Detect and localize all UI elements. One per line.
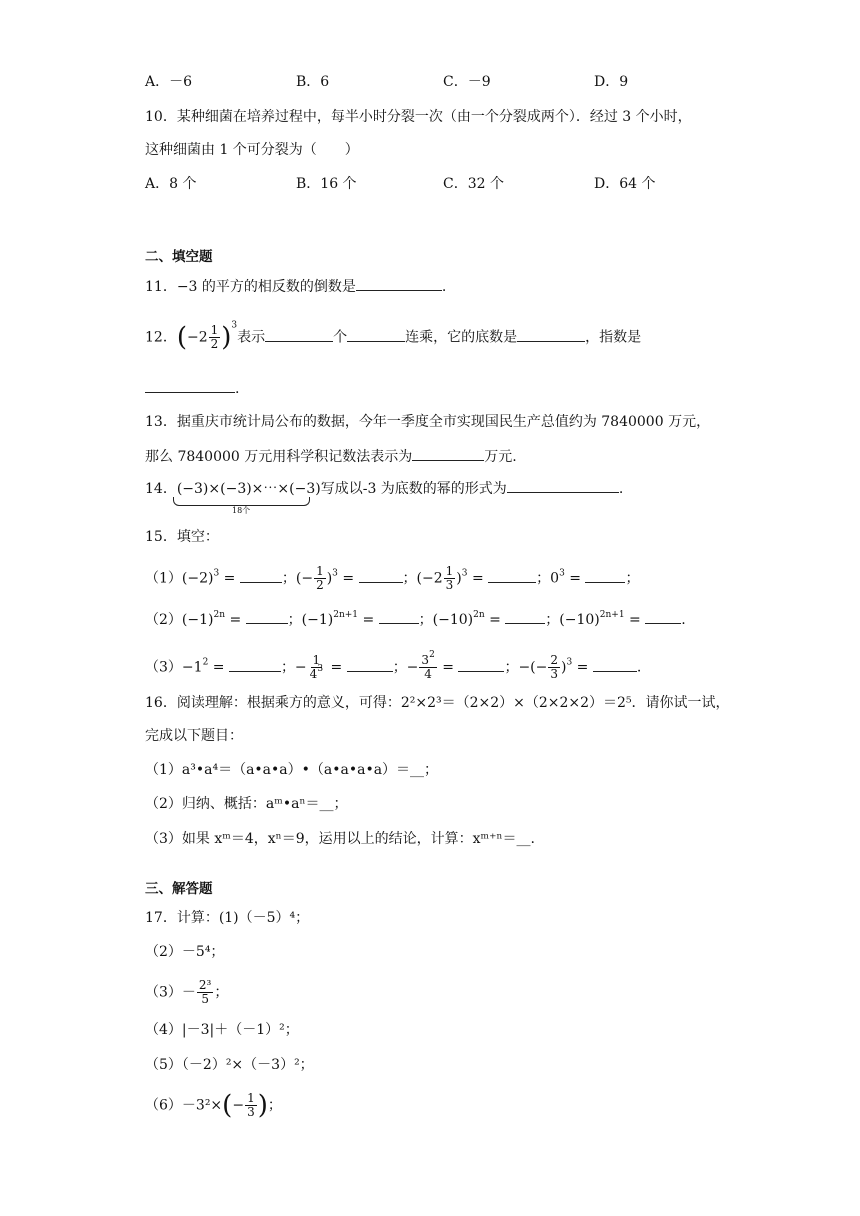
q12-fraction: $\frac{1}{2}$ (210, 323, 219, 351)
q15-r3-blank-c[interactable] (458, 657, 504, 672)
q15-r3-blank-b[interactable] (347, 657, 393, 672)
q15-r3-blank-a[interactable] (229, 657, 281, 672)
q14 (145, 478, 623, 499)
q12-text4: ，指数是 (585, 329, 642, 346)
q9-option-a: A．－6 (145, 74, 193, 90)
q10-option-b: B．16 个 (296, 176, 357, 192)
q12-blank-4[interactable] (145, 378, 235, 393)
q16-line2: 完成以下题目： (145, 728, 243, 744)
q15-r2-blank-b[interactable] (379, 609, 419, 624)
q12-blank-2[interactable] (347, 327, 405, 342)
q11-number: 11． (145, 279, 177, 295)
q12-text2: 个 (333, 329, 348, 346)
q9-option-d: D．9 (594, 74, 629, 90)
q16-line1: 16．阅读理解：根据乘方的意义，可得：2²×2³＝（2×2）×（2×2×2）＝2⁵．请你试一试， (145, 695, 730, 711)
q14-answer-blank[interactable] (507, 478, 619, 493)
q10-option-a: A．8 个 (145, 176, 197, 192)
q12-end: . (235, 381, 240, 397)
q15-r1-label: （1） (145, 570, 182, 587)
q15-row3: $(3)-1^2$ = ；− $\frac{1}{4^3}$ = ；− $\frac{3^2}{4}$ = ；−(− $\frac{2}{3}$ )$^3$ = . (145, 650, 642, 681)
q12: 12．(−2 $\frac{1}{2}$ )$^3$表示 个 连乘，它的底数是 ，指数是 (145, 320, 642, 353)
q17-sub4: （4）|－3|＋（－1）²； (145, 1022, 299, 1038)
q10-option-c: C．32 个 (443, 176, 504, 192)
q16-sub2: （2）归纳、概括：aᵐ•aⁿ＝__； (145, 796, 348, 812)
q14-underbrace (173, 497, 310, 506)
q10-option-d: D．64 个 (594, 176, 656, 192)
q9-option-b: B．6 (296, 74, 330, 90)
q10-line1: 10．某种细菌在培养过程中，每半小时分裂一次（由一个分裂成两个）．经过 3 个小时， (145, 109, 692, 125)
q15-r2-blank-d[interactable] (645, 609, 681, 624)
q12-exponent: 3 (231, 320, 238, 331)
q15-r3-label: （3） (145, 659, 182, 676)
q14-number: 14． (145, 481, 177, 497)
q15-r2-blank-c[interactable] (505, 609, 545, 624)
q15-r3-blank-d[interactable] (593, 657, 637, 672)
q12-blank-3[interactable] (517, 327, 585, 342)
q12-text3: 连乘，它的底数是 (405, 329, 518, 346)
q14-expression: (−3)×(−3)×⋯×(−3) (176, 481, 321, 497)
q17-sub5: （5）（－2）²×（－3）²； (145, 1057, 314, 1073)
q13-text: 那么 7840000 万元用科学积记数法表示为 (145, 449, 413, 465)
q15-r1-blank-a[interactable] (240, 568, 282, 583)
q12-blank-1[interactable] (265, 327, 333, 342)
q13-line2 (145, 446, 517, 467)
q11-text: −3 的平方的相反数的倒数是 (176, 279, 356, 295)
q12-number: 12． (145, 329, 177, 346)
q12-text1: 表示 (237, 329, 266, 346)
q15-r1-blank-d[interactable] (585, 568, 625, 583)
section-heading-fill-in: 二、填空题 (145, 249, 213, 265)
section-heading-solutions: 三、解答题 (145, 881, 213, 897)
q13-unit: 万元. (484, 449, 517, 465)
q15-row2: $(2)(-1)^{2n}$ = ；$(-1)^{2n+1}$ = ；$(-10)^{2n}$ = ；$(-10)^{2n+1}$ = . (145, 610, 686, 628)
q16-sub3: （3）如果 xᵐ＝4，xⁿ＝9，运用以上的结论，计算：xᵐ⁺ⁿ＝__. (145, 831, 535, 847)
q17-sub6: （6）－3²×(− $\frac{1}{3}$ )； (145, 1090, 282, 1121)
q15-title: 15．填空： (145, 529, 219, 545)
q11-end: . (441, 279, 447, 295)
q9-option-c: C．－9 (443, 74, 491, 90)
q15-r2-blank-a[interactable] (246, 609, 288, 624)
q15-row1: $(1)(-2)^3$ = ；(− $\frac{1}{2}$ )$^3$ = ；(−2 $\frac{1}{3}$ )$^3$ = ；$0^3$ = ； (145, 564, 640, 592)
q14-underbrace-label: 18个 (232, 506, 251, 515)
q17-sub1: 17．计算：(1)（－5）⁴； (145, 910, 310, 926)
q11-answer-blank[interactable] (356, 276, 442, 291)
q12-line2 (145, 378, 239, 399)
q15-r1-blank-b[interactable] (359, 568, 403, 583)
q10-line2: 这种细菌由 1 个可分裂为（ ） (145, 142, 359, 158)
q16-sub1: （1）a³•a⁴＝（a•a•a）•（a•a•a•a）＝__； (145, 762, 439, 778)
q11 (145, 276, 446, 297)
q17-sub2: （2）－5⁴； (145, 944, 225, 960)
q17-sub3: （3）－ $\frac{\text{2³}}{5}$ ； (145, 978, 229, 1006)
q13-answer-blank[interactable] (412, 446, 484, 461)
q14-end: . (618, 481, 624, 497)
q15-r2-label: （2） (145, 612, 182, 628)
q13-line1: 13．据重庆市统计局公布的数据，今年一季度全市实现国民生产总值约为 7840000 万元， (145, 414, 711, 430)
q15-r1-blank-c[interactable] (488, 568, 536, 583)
q12-integer: −2 (186, 329, 208, 346)
q14-text: 写成以-3 为底数的幂的形式为 (320, 481, 507, 497)
